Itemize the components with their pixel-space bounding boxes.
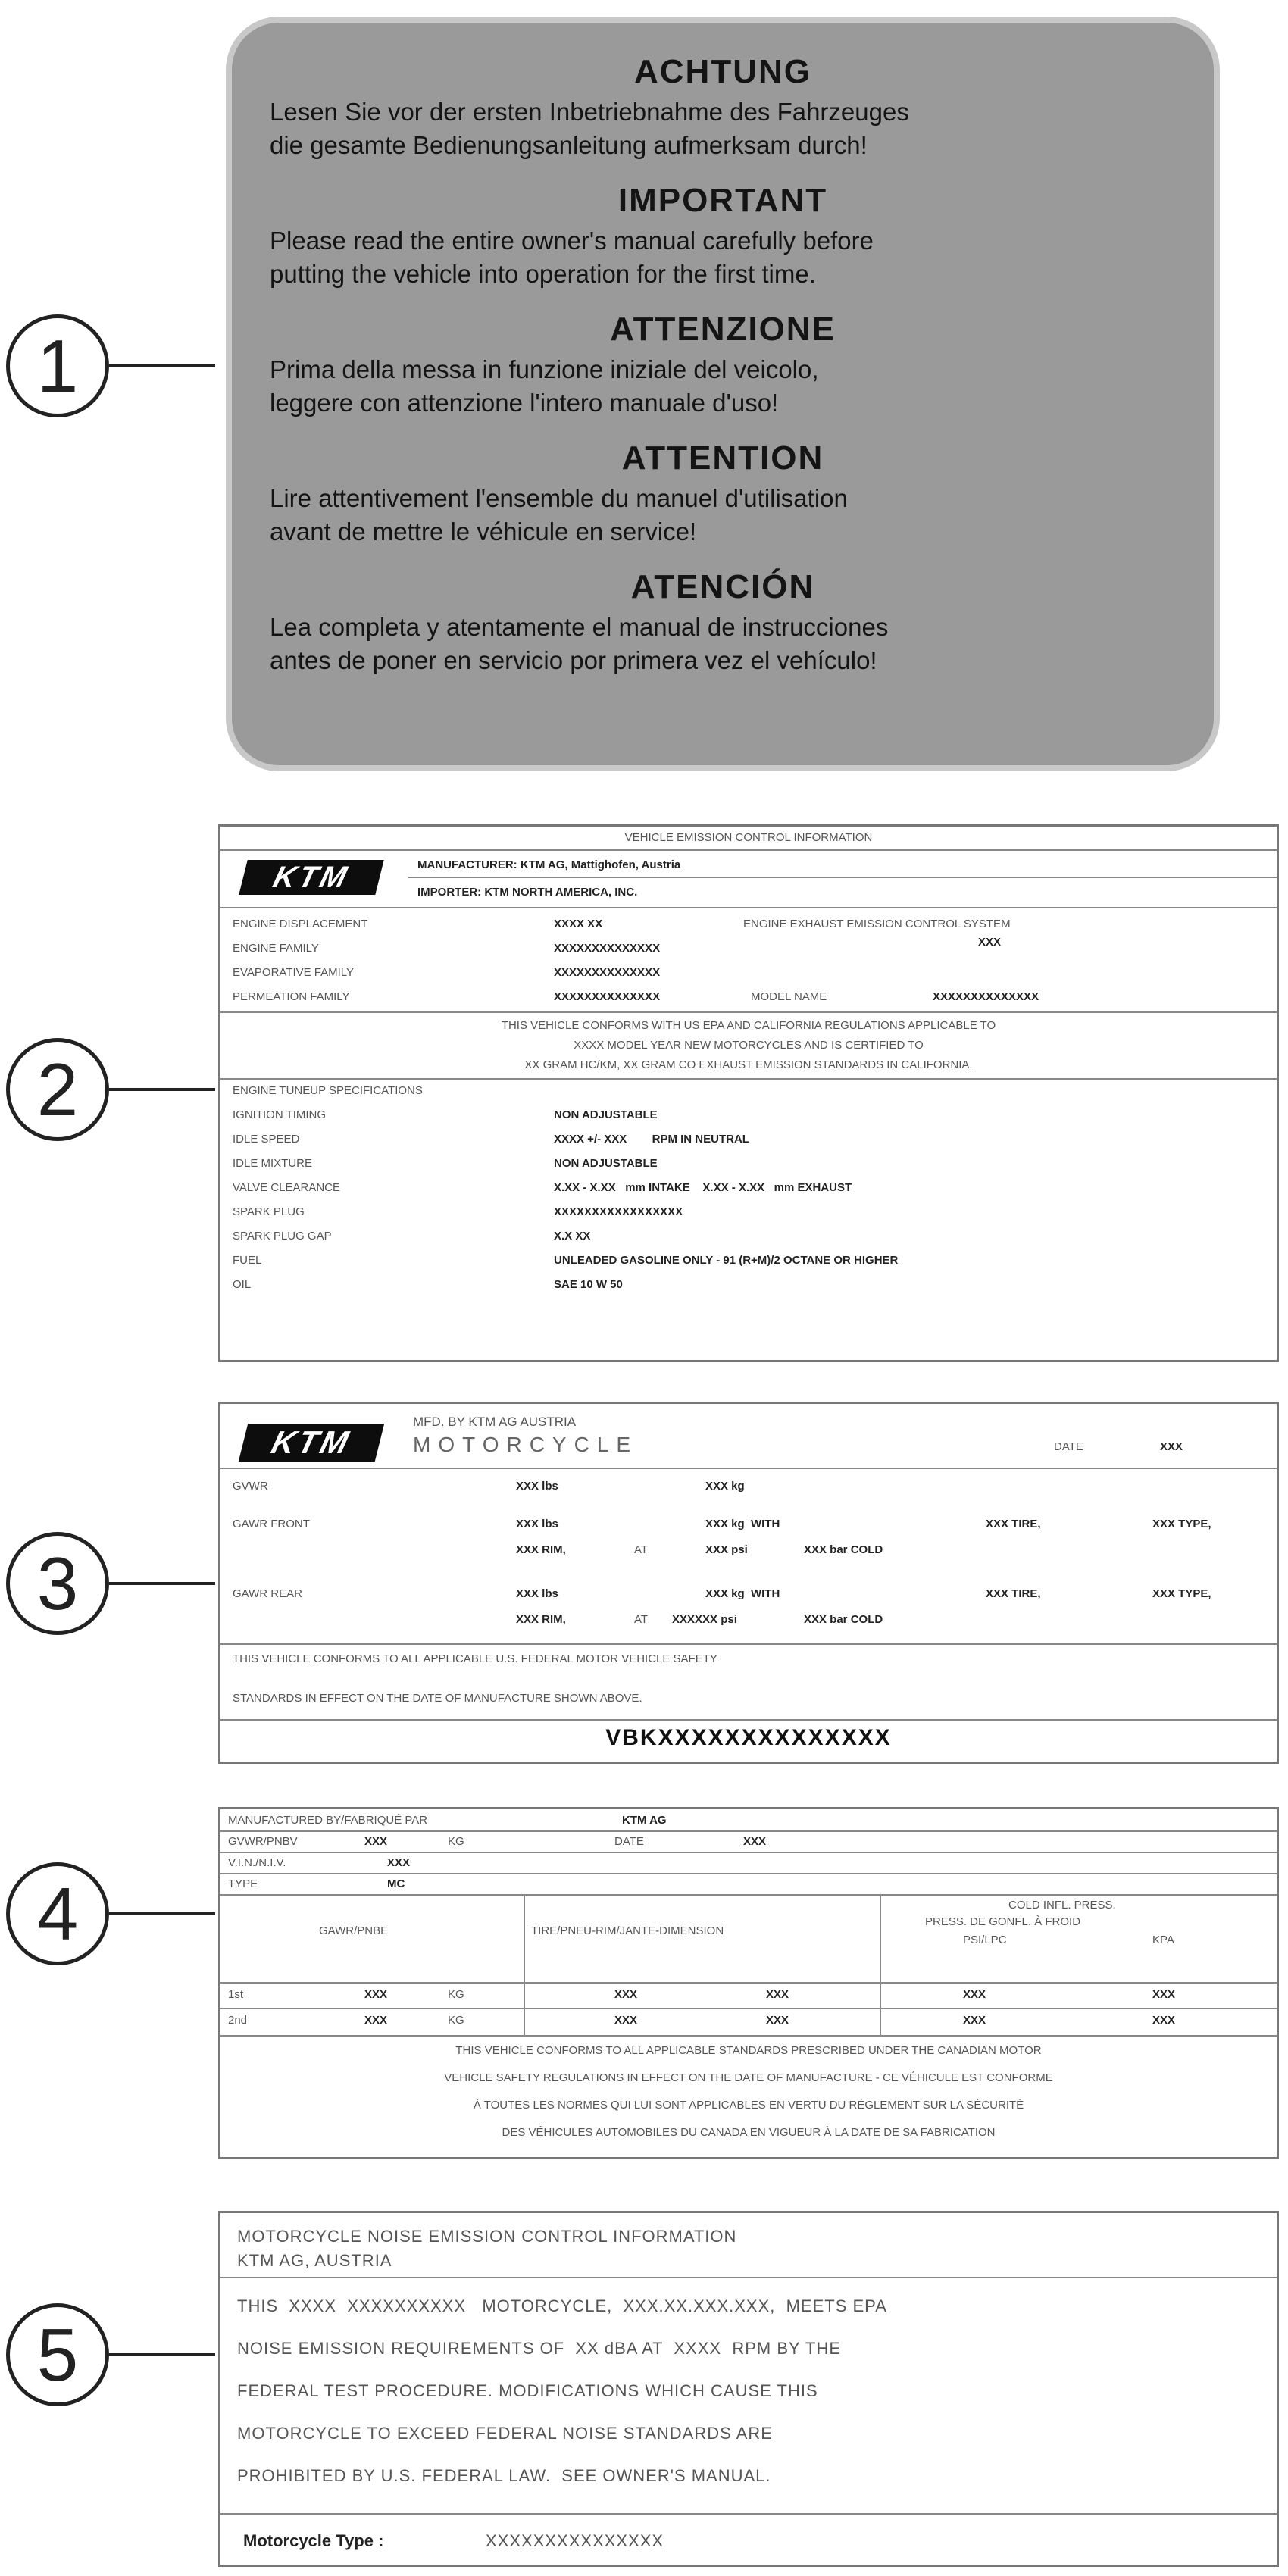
warning-line: putting the vehicle into operation for the first time. <box>270 260 816 288</box>
warning-line: Please read the entire owner's manual carefully before <box>270 227 874 255</box>
manufacturer-line: MANUFACTURER: KTM AG, Mattighofen, Austria <box>417 858 681 871</box>
gvwr-lbs: XXX lbs <box>516 1480 558 1493</box>
gvwr-value: XXX <box>364 1835 388 1848</box>
type-label: TYPE <box>228 1877 258 1890</box>
column-header-cold: COLD INFL. PRESS. <box>1008 1899 1116 1912</box>
warning-line: leggere con attenzione l'intero manuale d'uso! <box>270 389 779 417</box>
gawr-rear-psi: XXXXXX psi <box>672 1613 737 1626</box>
vin-value: XXX <box>387 1856 411 1869</box>
field-value: XXXX XX <box>554 918 603 930</box>
spec-value: NON ADJUSTABLE <box>554 1157 658 1170</box>
noise-company: KTM AG, AUSTRIA <box>237 2251 392 2270</box>
spec-value: SAE 10 W 50 <box>554 1278 623 1291</box>
spec-value: XXXXXXXXXXXXXXXXX <box>554 1205 683 1218</box>
certification-label <box>218 1402 1279 1764</box>
warning-heading: ATTENTION <box>621 439 824 477</box>
field-label: EVAPORATIVE FAMILY <box>233 966 355 979</box>
manufactured-by-label: MANUFACTURED BY/FABRIQUÉ PAR <box>228 1814 428 1827</box>
spec-label: FUEL <box>233 1254 262 1267</box>
divider <box>220 1873 1277 1874</box>
emission-label <box>218 824 1279 1362</box>
exhaust-value: XXX <box>978 936 1002 949</box>
column-header-gawr: GAWR/PNBE <box>319 1924 389 1937</box>
divider <box>220 849 1277 851</box>
divider <box>220 2513 1277 2515</box>
spec-value: XXXX +/- XXX RPM IN NEUTRAL <box>554 1133 749 1146</box>
psi-value: XXX <box>963 1988 986 2001</box>
field-value: XXXXXXXXXXXXXX <box>554 942 661 955</box>
type-value: MC <box>387 1877 405 1890</box>
kpa-value: XXX <box>1152 1988 1176 2001</box>
callout-leader-line <box>109 2353 215 2356</box>
gawr-front-rim: XXX RIM, <box>516 1543 566 1556</box>
warning-block-en <box>270 182 1176 291</box>
conform-line: XXXX MODEL YEAR NEW MOTORCYCLES AND IS CERTIFIED TO <box>574 1039 924 1052</box>
gawr-rear-label: GAWR REAR <box>233 1587 302 1600</box>
gawr-value: XXX <box>364 2014 388 2027</box>
gawr-value: XXX <box>364 1988 388 2001</box>
gawr-front-label: GAWR FRONT <box>233 1518 310 1530</box>
noise-line: NOISE EMISSION REQUIREMENTS OF XX dBA AT XXXX RPM BY THE <box>237 2339 841 2358</box>
gawr-unit: KG <box>448 1988 464 2001</box>
warning-block-es <box>270 568 1176 677</box>
warning-line: avant de mettre le véhicule en service! <box>270 517 697 546</box>
gawr-front-tire: XXX TIRE, <box>986 1518 1041 1530</box>
warning-block-de <box>270 53 1176 162</box>
conform-line: STANDARDS IN EFFECT ON THE DATE OF MANUFACTURE SHOWN ABOVE. <box>233 1692 642 1705</box>
divider <box>220 1468 1277 1469</box>
spec-value: X.X XX <box>554 1230 591 1243</box>
divider <box>408 877 1277 878</box>
divider <box>220 1078 1277 1080</box>
warning-heading: IMPORTANT <box>617 182 828 219</box>
callout-3 <box>0 1532 220 1646</box>
spec-label: OIL <box>233 1278 252 1291</box>
noise-title: MOTORCYCLE NOISE EMISSION CONTROL INFORMATION <box>237 2227 737 2246</box>
spec-label: SPARK PLUG <box>233 1205 305 1218</box>
gawr-rear-tire: XXX TIRE, <box>986 1587 1041 1600</box>
axle-label: 2nd <box>228 2014 248 2027</box>
tuneup-title: ENGINE TUNEUP SPECIFICATIONS <box>233 1084 423 1097</box>
warning-line: die gesamte Bedienungsanleitung aufmerksam durch! <box>270 131 868 159</box>
divider <box>220 1011 1277 1013</box>
divider <box>220 907 1277 908</box>
field-value: XXXXXXXXXXXXXX <box>554 966 661 979</box>
warning-heading: ACHTUNG <box>634 53 811 90</box>
gawr-unit: KG <box>448 2014 464 2027</box>
tire-value: XXX <box>614 2014 638 2027</box>
warning-heading: ATTENZIONE <box>610 311 836 348</box>
warning-line: Lire attentivement l'ensemble du manuel d'utilisation <box>270 484 848 512</box>
warning-line: Prima della messa in funzione iniziale del veicolo, <box>270 355 819 383</box>
callout-leader-line <box>109 364 215 367</box>
warning-block-it <box>270 311 1176 420</box>
divider <box>220 2008 1277 2009</box>
warning-line: Lesen Sie vor der ersten Inbetriebnahme des Fahrzeuges <box>270 98 909 126</box>
date-value: XXX <box>1160 1440 1183 1453</box>
conform-line: VEHICLE SAFETY REGULATIONS IN EFFECT ON THE DATE OF MANUFACTURE - CE VÉHICULE EST CONFORME <box>444 2071 1053 2084</box>
motorcycle-type-label: Motorcycle Type : <box>243 2531 384 2550</box>
gawr-front-kg: XXX kg WITH <box>705 1518 780 1530</box>
gawr-rear-at: AT <box>634 1613 649 1626</box>
tire-value: XXX <box>614 1988 638 2001</box>
noise-line: THIS XXXX XXXXXXXXXX MOTORCYCLE, XXX.XX.XXX.XXX, MEETS EPA <box>237 2296 887 2315</box>
divider <box>220 1830 1277 1832</box>
conform-line: THIS VEHICLE CONFORMS WITH US EPA AND CALIFORNIA REGULATIONS APPLICABLE TO <box>501 1019 996 1032</box>
warning-line: Lea completa y atentamente el manual de instrucciones <box>270 613 889 641</box>
spec-label: IGNITION TIMING <box>233 1108 327 1121</box>
gawr-front-bar: XXX bar COLD <box>804 1543 883 1556</box>
callout-4 <box>0 1862 220 1976</box>
divider <box>220 1894 1277 1896</box>
spec-label: SPARK PLUG GAP <box>233 1230 332 1243</box>
date-label: DATE <box>1054 1440 1083 1453</box>
kpa-value: XXX <box>1152 2014 1176 2027</box>
warning-heading: ATENCIÓN <box>630 568 815 605</box>
spec-label: IDLE MIXTURE <box>233 1157 313 1170</box>
importer-line: IMPORTER: KTM NORTH AMERICA, INC. <box>417 886 638 899</box>
gawr-front-type: XXX TYPE, <box>1152 1518 1211 1530</box>
callout-5 <box>0 2303 220 2417</box>
noise-line: FEDERAL TEST PROCEDURE. MODIFICATIONS WHICH CAUSE THIS <box>237 2381 818 2400</box>
ktm-logo: KTM <box>239 860 383 895</box>
noise-line: MOTORCYCLE TO EXCEED FEDERAL NOISE STANDARDS ARE <box>237 2424 773 2443</box>
emission-title: VEHICLE EMISSION CONTROL INFORMATION <box>624 831 873 844</box>
date-value: XXX <box>743 1835 767 1848</box>
mfd-line: MFD. BY KTM AG AUSTRIA <box>413 1415 577 1429</box>
callout-leader-line <box>109 1088 215 1091</box>
axle-label: 1st <box>228 1988 244 2001</box>
date-label: DATE <box>614 1835 644 1848</box>
divider <box>220 1982 1277 1984</box>
manufacturer-value: KTM AG <box>622 1814 667 1827</box>
callout-1 <box>0 314 220 428</box>
noise-label <box>218 2211 1279 2567</box>
gvwr-unit: KG <box>448 1835 464 1848</box>
callout-leader-line <box>109 1912 215 1915</box>
gawr-rear-type: XXX TYPE, <box>1152 1587 1211 1600</box>
callout-number: 1 <box>6 314 109 417</box>
divider <box>220 1719 1277 1721</box>
warning-block-fr <box>270 439 1176 549</box>
psi-value: XXX <box>963 2014 986 2027</box>
motorcycle-type-value: XXXXXXXXXXXXXXX <box>486 2531 664 2550</box>
spec-label: VALVE CLEARANCE <box>233 1181 340 1194</box>
column-divider <box>880 1894 881 2037</box>
noise-line: PROHIBITED BY U.S. FEDERAL LAW. SEE OWNER'S MANUAL. <box>237 2466 771 2485</box>
divider <box>220 2277 1277 2278</box>
field-label: ENGINE DISPLACEMENT <box>233 918 368 930</box>
conform-line: THIS VEHICLE CONFORMS TO ALL APPLICABLE STANDARDS PRESCRIBED UNDER THE CANADIAN MOTOR <box>455 2044 1042 2057</box>
gawr-rear-kg: XXX kg WITH <box>705 1587 780 1600</box>
exhaust-label: ENGINE EXHAUST EMISSION CONTROL SYSTEM <box>743 918 1011 930</box>
field-label: PERMEATION FAMILY <box>233 990 350 1003</box>
field-value: XXXXXXXXXXXXXX <box>554 990 661 1003</box>
callout-2 <box>0 1038 220 1152</box>
callout-number: 2 <box>6 1038 109 1141</box>
field-label: ENGINE FAMILY <box>233 942 319 955</box>
gvwr-kg: XXX kg <box>705 1480 745 1493</box>
conform-line: THIS VEHICLE CONFORMS TO ALL APPLICABLE U.S. FEDERAL MOTOR VEHICLE SAFETY <box>233 1652 717 1665</box>
gawr-rear-rim: XXX RIM, <box>516 1613 566 1626</box>
divider <box>220 1643 1277 1645</box>
warning-line: antes de poner en servicio por primera vez el vehículo! <box>270 646 877 674</box>
callout-leader-line <box>109 1582 215 1585</box>
column-header-tire: TIRE/PNEU-RIM/JANTE-DIMENSION <box>531 1924 724 1937</box>
gvwr-label: GVWR <box>233 1480 268 1493</box>
gvwr-label: GVWR/PNBV <box>228 1835 298 1848</box>
vin-label: V.I.N./N.I.V. <box>228 1856 286 1869</box>
divider <box>220 1852 1277 1853</box>
spec-label: IDLE SPEED <box>233 1133 300 1146</box>
motorcycle-heading: MOTORCYCLE <box>413 1433 639 1456</box>
column-header-psi: PSI/LPC <box>963 1934 1007 1946</box>
divider <box>220 2035 1277 2037</box>
canada-label <box>218 1807 1279 2159</box>
gawr-rear-bar: XXX bar COLD <box>804 1613 883 1626</box>
conform-line: DES VÉHICULES AUTOMOBILES DU CANADA EN VIGUEUR À LA DATE DE SA FABRICATION <box>502 2126 996 2139</box>
spec-value: UNLEADED GASOLINE ONLY - 91 (R+M)/2 OCTANE OR HIGHER <box>554 1254 899 1267</box>
ktm-logo: KTM <box>239 1424 384 1462</box>
model-label: MODEL NAME <box>751 990 827 1003</box>
warning-label <box>226 17 1220 771</box>
gawr-front-lbs: XXX lbs <box>516 1518 558 1530</box>
gawr-rear-lbs: XXX lbs <box>516 1587 558 1600</box>
callout-number: 4 <box>6 1862 109 1965</box>
callout-number: 3 <box>6 1532 109 1635</box>
gawr-front-psi: XXX psi <box>705 1543 748 1556</box>
column-header-kpa: KPA <box>1152 1934 1174 1946</box>
rim-value: XXX <box>766 2014 789 2027</box>
gawr-front-at: AT <box>634 1543 649 1556</box>
column-header-cold-fr: PRESS. DE GONFL. À FROID <box>925 1915 1081 1928</box>
spec-value: X.XX - X.XX mm INTAKE X.XX - X.XX mm EXHAUST <box>554 1181 852 1194</box>
callout-number: 5 <box>6 2303 109 2406</box>
vin-number: VBKXXXXXXXXXXXXXX <box>605 1725 892 1750</box>
conform-line: À TOUTES LES NORMES QUI LUI SONT APPLICABLES EN VERTU DU RÈGLEMENT SUR LA SÉCURITÉ <box>473 2099 1024 2112</box>
model-value: XXXXXXXXXXXXXX <box>933 990 1039 1003</box>
conform-line: XX GRAM HC/KM, XX GRAM CO EXHAUST EMISSION STANDARDS IN CALIFORNIA. <box>524 1058 973 1071</box>
rim-value: XXX <box>766 1988 789 2001</box>
column-divider <box>524 1894 525 2037</box>
spec-value: NON ADJUSTABLE <box>554 1108 658 1121</box>
